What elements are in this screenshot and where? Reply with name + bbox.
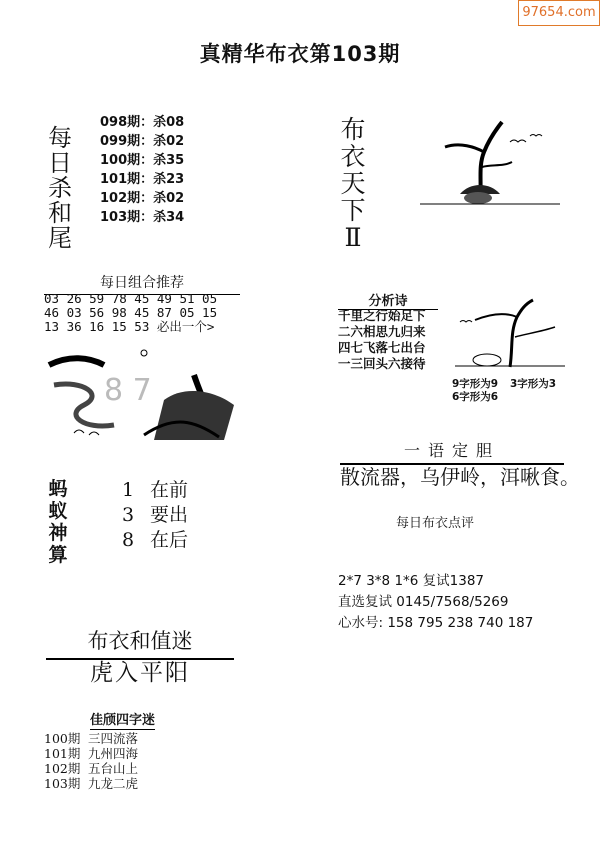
kill-row: 098期：杀08 [100, 115, 185, 130]
ant-line-number: 3 [122, 504, 135, 526]
riddle-title: 布衣和值迷 [46, 625, 234, 660]
poem-line: 一三回头六接待 [338, 356, 426, 371]
poem-line: 千里之行始足下 [338, 308, 426, 323]
ant-line-number: 8 [122, 529, 135, 551]
four-char-row [44, 731, 138, 746]
combo-row: 13 36 16 15 53 必出一个> [44, 319, 215, 334]
ant-calc-label: 蚂蚁神算 [48, 478, 68, 566]
four-char-list [44, 731, 138, 791]
yiyu-title: 一语定胆 [340, 438, 564, 465]
yiyu-text: 散流器，乌伊岭，洱啾食。 [340, 465, 580, 489]
combo-row: 46 03 56 98 45 87 05 15 [44, 305, 218, 320]
ant-line [122, 503, 188, 528]
ant-line [122, 478, 188, 503]
poem-tree-illustration [455, 292, 565, 372]
codes-line: 直选复试 0145/7568/5269 [338, 594, 509, 610]
four-char-row [44, 746, 138, 761]
period: 100期 [44, 731, 81, 746]
kill-row: 099期：杀02 [100, 134, 185, 149]
kill-row: 102期：杀02 [100, 191, 185, 206]
kill-row: 101期：杀23 [100, 172, 185, 187]
shape-note-6: 6字形为6 [452, 391, 499, 403]
four-char-row [44, 761, 138, 776]
shape-note-9: 9字形为9 [452, 378, 499, 390]
codes-line: 2*7 3*8 1*6 复试1387 [338, 573, 485, 589]
combo-row: 03 26 59 78 45 49 51 05 [44, 291, 218, 306]
analysis-poem [338, 308, 426, 372]
poem-line: 四七飞落七出台 [338, 340, 426, 355]
ant-line-number: 1 [122, 479, 135, 501]
kill-row: 103期：杀34 [100, 210, 185, 225]
ant-line [122, 528, 188, 553]
landscape-illustration [44, 345, 240, 445]
four-char-title: 佳颀四字迷 [90, 709, 155, 730]
four-char-text: 五台山上 [88, 761, 139, 776]
combo-title: 每日组合推荐 [44, 272, 240, 295]
period: 102期 [44, 761, 81, 776]
four-char-text: 九州四海 [88, 746, 139, 761]
codes-line: 心水号: 158 795 238 740 187 [338, 615, 534, 631]
shape-note-3: 3字形为3 [510, 378, 557, 390]
daily-review-title: 每日布衣点评 [396, 516, 475, 531]
ant-line-text: 要出 [150, 504, 189, 526]
ant-line-text: 在前 [150, 479, 189, 501]
poem-line: 二六相思九归来 [338, 324, 426, 339]
site-watermark: 97654.com [518, 0, 600, 26]
daily-kill-list [100, 113, 184, 227]
buyi-tianxia-label: 布衣天下Ⅱ [340, 115, 366, 252]
page-title: 真精华布衣第103期 [199, 42, 401, 66]
tree-sketch-illustration [420, 112, 560, 212]
ant-line-text: 在后 [150, 529, 189, 551]
faint-bg-digits: 8 7 [104, 373, 152, 408]
four-char-text: 九龙二虎 [88, 776, 139, 791]
kill-row: 100期：杀35 [100, 153, 185, 168]
analysis-poem-title: 分析诗 [338, 290, 438, 310]
combo-rows [44, 292, 217, 334]
recommend-codes [338, 571, 533, 634]
four-char-text: 三四流落 [88, 731, 139, 746]
ant-calc-lines [122, 478, 188, 553]
period: 101期 [44, 746, 81, 761]
four-char-row [44, 776, 138, 791]
riddle-answer: 虎入平阳 [90, 660, 190, 686]
period: 103期 [44, 776, 81, 791]
daily-kill-label: 每日杀和尾 [48, 124, 72, 252]
